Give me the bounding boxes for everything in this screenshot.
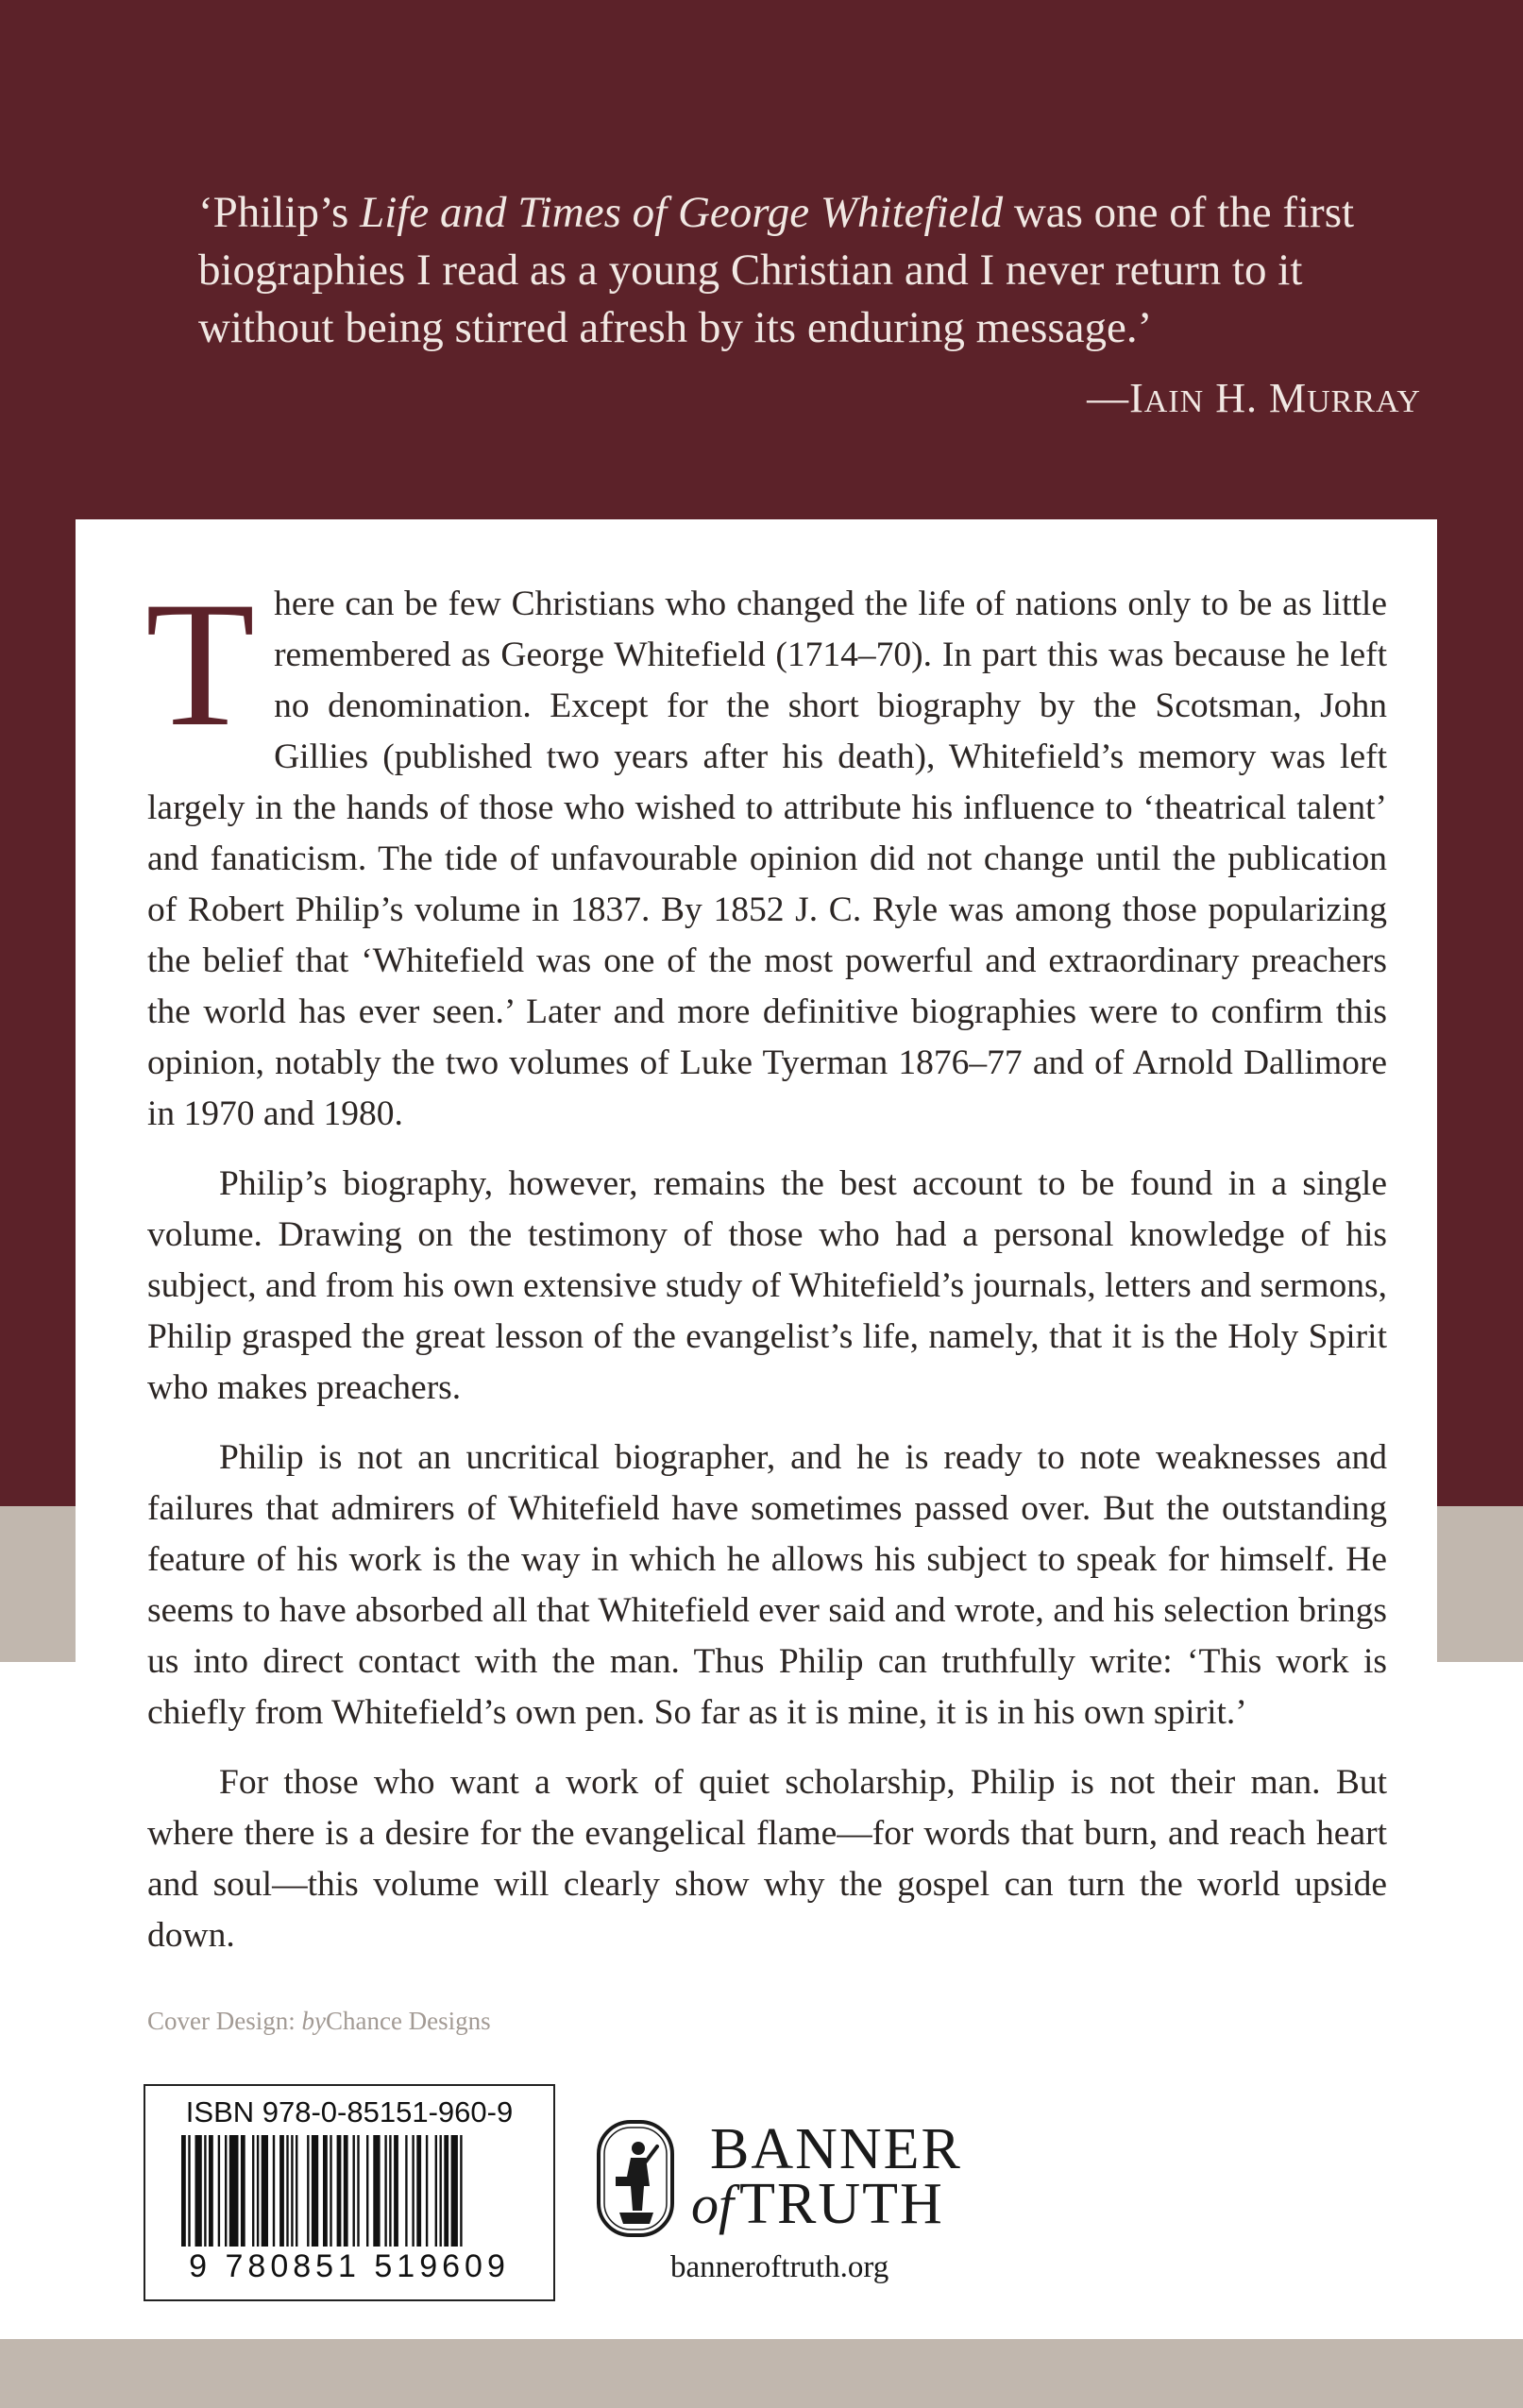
book-title: Life and Times of George Whitefield <box>360 188 1004 237</box>
cover-design-credit: Cover Design: byChance Designs <box>147 2007 491 2035</box>
publisher-url: banneroftruth.org <box>670 2250 889 2284</box>
endorsement-attribution: —IAIN H. MURRAY <box>1087 375 1421 421</box>
taupe-footer-band <box>0 2339 1523 2408</box>
description-text <box>145 566 1387 1980</box>
paragraph-3: Philip is not an uncritical biographer, and he is ready to note weaknesses and failures that admirers of Whitefield have sometimes passed over. But the outstanding feature of his work is the way in which he allows his subject to speak for himself. He seems to have absorbed all that Whitefield ever said and wrote, and his selection brings us into direct contact with the man. Thus Philip can truthfully write: ‘This work is chiefly from Whitefield’s own pen. So far as it is mine, it is in his own spirit.’ <box>147 1438 1387 1732</box>
publisher-logo <box>595 2118 991 2307</box>
barcode-box <box>144 2084 555 2301</box>
publisher-name-line-2: ofTRUTH <box>691 2172 944 2236</box>
isbn-label: ISBN 978-0-85151-960-9 <box>185 2095 514 2128</box>
barcode-icon <box>178 2135 525 2247</box>
paragraph-4: For those who want a work of quiet scholarship, Philip is not their man. But where there is a desire for the evangelical flame—for words that burn, and reach heart and soul—this volume will clearly show why the gospel can turn the world upside down. <box>147 1763 1387 1955</box>
drop-cap: T <box>145 566 256 764</box>
barcode-digits: 9 780851 519609 <box>189 2248 510 2284</box>
paragraph-1: There can be few Christians who changed the life of nations only to be as little remembered as George Whitefield (1714–70). In part this was because he left no denomination. Except for the short biography by the Scotsman, John Gillies (published two years after his death), Whitefield’s memory was left largely in the hands of those who wished to attribute his influence to ‘theatrical talent’ and fanaticism. The tide of unfavourable opinion did not change until the publication of Robert Philip’s volume in 1837. By 1852 J. C. Ryle was among those popularizing the belief that ‘Whitefield was one of the most powerful and extraordinary preachers the world has ever seen.’ Later and more definitive biographies were to confirm this opinion, notably the two volumes of Luke Tyerman 1876–77 and of Arnold Dallimore in 1970 and 1980. <box>145 566 1387 1133</box>
paragraph-2: Philip’s biography, however, remains the best account to be found in a single volume. Drawing on the testimony of those who had a personal knowledge of his subject, and from his own extensive study of Whitefield’s journals, letters and sermons, Philip grasped the great lesson of the evangelist’s life, namely, that it is the Holy Spirit who makes preachers. <box>147 1164 1387 1407</box>
endorsement-line-3: without being stirred afresh by its enduring message.’ <box>198 303 1153 352</box>
endorsement-line-2: biographies I read as a young Christian and I never return to it <box>198 246 1303 295</box>
publisher-name-line-1: BANNER <box>710 2117 962 2181</box>
preacher-emblem-icon <box>595 2118 676 2239</box>
endorsement-line-1: ‘Philip’s Life and Times of George Whitefield was one of the first <box>198 188 1355 237</box>
endorsement-quote <box>198 184 1426 357</box>
